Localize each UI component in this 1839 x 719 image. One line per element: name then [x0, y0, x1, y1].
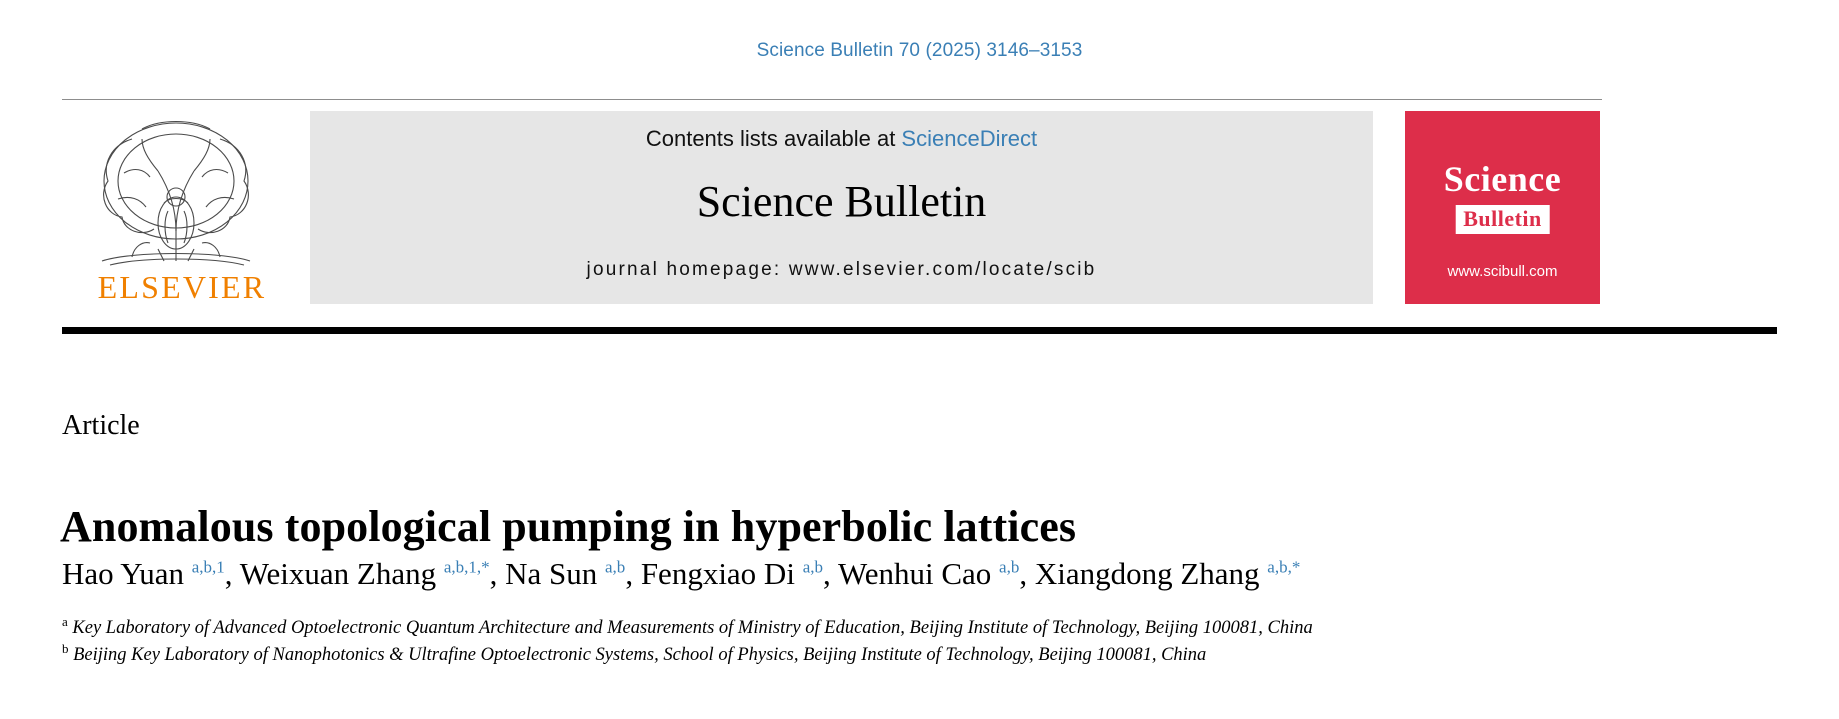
affiliation-mark: b	[62, 640, 69, 656]
publisher-name: ELSEVIER	[97, 269, 267, 305]
author-name: Xiangdong Zhang	[1034, 556, 1268, 591]
article-type-label: Article	[62, 410, 140, 441]
author-affiliation-marks: a,b	[802, 557, 823, 577]
affiliation-list	[62, 615, 1782, 669]
journal-cover-thumbnail[interactable]	[1405, 111, 1600, 304]
contents-prefix: Contents lists available at	[645, 126, 902, 151]
affiliation-row	[62, 642, 1782, 669]
journal-homepage-line[interactable]: journal homepage: www.elsevier.com/locate/scib	[586, 259, 1097, 280]
cover-url: www.scibull.com	[1447, 263, 1558, 280]
author-list: Hao Yuan $^{a,b,1}$, Weixuan Zhang $^{a,b,1,*}$, Na Sun $^{a,b}$, Fengxiao Di $^{a,b}$, Wenhui Cao $^{a,b}$, Xiangdong Zhang $^{a,b,*}$	[62, 556, 1301, 591]
journal-title: Science Bulletin	[696, 177, 987, 226]
sciencedirect-link[interactable]: ScienceDirect	[901, 126, 1038, 151]
author-affiliation-marks: a,b,*	[1267, 557, 1301, 577]
author-affiliation-marks: a,b,1,*	[443, 557, 490, 577]
author-affiliation-marks: a,b	[999, 557, 1020, 577]
author-affiliation-marks: a,b	[605, 557, 626, 577]
affiliation-text: Key Laboratory of Advanced Optoelectronic Quantum Architecture and Measurements of Ministry of Education, Beijing Institute of Technology, Beijing 100081, China	[67, 618, 1313, 638]
page-title: Anomalous topological pumping in hyperbolic lattices	[60, 502, 1077, 552]
affiliation-mark: a	[62, 613, 68, 629]
cover-science-word: Science	[1443, 159, 1562, 199]
running-head: Science Bulletin 70 (2025) 3146–3153	[756, 40, 1083, 61]
author-name: Na Sun	[505, 556, 606, 591]
cover-bulletin-word: Bulletin	[1455, 205, 1550, 234]
elsevier-tree-icon	[72, 111, 282, 276]
affiliation-text: Beijing Key Laboratory of Nanophotonics & Ultrafine Optoelectronic Systems, School of Physics, Beijing Institute of Technology, Beijing 100081, China	[68, 645, 1207, 665]
contents-available-line	[310, 126, 1373, 152]
publisher-logo	[62, 111, 302, 316]
affiliation-row	[62, 615, 1782, 642]
author-name: Weixuan Zhang	[239, 556, 444, 591]
author-name: Fengxiao Di	[640, 556, 803, 591]
journal-masthead	[62, 99, 1777, 349]
author-affiliation-marks: a,b,1	[191, 557, 225, 577]
author-name: Wenhui Cao	[837, 556, 1000, 591]
masthead-top-rule	[62, 99, 1602, 100]
author-name: Hao Yuan	[62, 556, 192, 591]
masthead-bottom-rule	[62, 327, 1777, 334]
masthead-center-box	[310, 111, 1373, 304]
